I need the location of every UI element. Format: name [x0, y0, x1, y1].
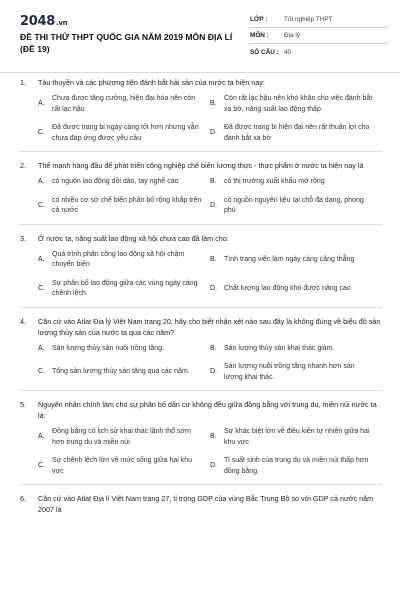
option-d[interactable] — [210, 279, 382, 300]
options-grid — [38, 250, 382, 271]
option-text: Sự khác biệt lớn về điều kiện tự nhiên giữa hai khu vực — [224, 428, 370, 446]
option-text: Chất lượng lao động khó được nâng cao — [224, 284, 351, 292]
option-b[interactable] — [210, 177, 382, 188]
options-grid — [38, 344, 382, 355]
option-c[interactable] — [38, 456, 210, 477]
meta-label: MÔN : — [250, 32, 269, 39]
option-letter: B. — [210, 433, 217, 441]
option-letter: D. — [210, 462, 217, 470]
option-letter: B. — [210, 100, 217, 108]
exam-meta — [250, 12, 388, 60]
header-divider — [0, 72, 400, 73]
question-stem — [20, 77, 382, 88]
meta-row-class — [250, 12, 388, 28]
option-letter: D. — [210, 284, 217, 292]
option-a[interactable] — [38, 177, 210, 188]
meta-value: Địa lý — [284, 32, 300, 39]
question-stem — [20, 160, 382, 171]
option-b[interactable] — [210, 250, 382, 271]
options-grid — [38, 177, 382, 188]
options-grid — [38, 94, 382, 115]
option-text: có nguồn lao động dồi dào, tay nghề cao — [52, 178, 179, 185]
option-c[interactable] — [38, 123, 210, 144]
question-stem — [20, 233, 382, 244]
question-number: 2. — [20, 161, 26, 170]
question-stem — [20, 399, 382, 421]
option-text: có nguồn nguyên liệu tại chỗ đa dạng, phong phú — [224, 196, 364, 214]
question-text: Thế mạnh hàng đầu để phát triển công nghiệp chế biến lương thực - thực phẩm ở nước ta hiện nay là — [38, 161, 364, 170]
logo-suffix: .vn — [55, 19, 68, 27]
option-a[interactable] — [38, 427, 210, 448]
option-letter: A. — [38, 255, 45, 263]
question-number: 3. — [20, 233, 26, 243]
option-c[interactable] — [38, 196, 210, 217]
option-text: Sự phân bố lao động giữa các vùng ngày càng chênh lệch — [52, 279, 198, 297]
meta-label: LỚP : — [250, 16, 268, 23]
question-divider — [20, 224, 382, 225]
meta-label: SỐ CÂU : — [250, 48, 279, 56]
option-text: Tình trạng việc làm ngày càng căng thẳng — [224, 255, 355, 263]
option-text: Sản lượng thủy sản khai thác giảm. — [224, 344, 335, 352]
option-letter: B. — [210, 255, 217, 263]
question-list — [0, 77, 400, 515]
options-grid — [38, 196, 382, 217]
option-text: Sự chênh lệch lớn về mức sống giữa hai khu vực — [52, 457, 193, 475]
option-b[interactable] — [210, 344, 382, 355]
question-2 — [0, 160, 400, 225]
question-stem — [20, 316, 382, 338]
option-text: Sản lượng nuôi trồng tăng nhanh hơn sản lượng khai thác. — [224, 363, 355, 381]
question-text: Tàu thuyền và các phương tiện đánh bắt hải sản của nước ta hiện nay: — [38, 78, 265, 87]
option-c[interactable] — [38, 362, 210, 383]
question-stem — [20, 493, 382, 515]
option-a[interactable] — [38, 344, 210, 355]
option-text: Còn rất lạc hậu nên khó khăn cho việc đánh bắt xa bờ, năng suất lao động thấp — [224, 95, 373, 113]
question-4 — [0, 316, 400, 392]
option-text: Chưa được tăng cường, hiện đại hóa nên còn rất lạc hậu — [52, 95, 196, 113]
page-header — [0, 0, 400, 72]
meta-row-count — [250, 44, 388, 60]
option-text: Đã được trang bị ngày càng tốt hơn nhưng vẫn chưa đáp ứng được yêu cầu — [52, 124, 199, 142]
option-d[interactable] — [210, 123, 382, 144]
options-grid — [38, 456, 382, 477]
option-text: có thị trường xuất khẩu mở rộng — [224, 178, 325, 185]
question-text: Căn cứ vào Atlat Địa lí Việt Nam trang 27, tỉ trọng GDP của vùng Bắc Trung Bộ so với GDP cả nước năm 2007 là — [38, 494, 374, 514]
question-divider — [20, 151, 382, 152]
options-grid — [38, 362, 382, 383]
option-letter: A. — [38, 100, 45, 108]
option-b[interactable] — [210, 94, 382, 115]
option-d[interactable] — [210, 456, 382, 477]
meta-value: Tốt nghiệp THPT — [284, 16, 333, 23]
question-5 — [0, 399, 400, 485]
option-letter: C. — [38, 462, 45, 470]
options-grid — [38, 427, 382, 448]
option-d[interactable] — [210, 196, 382, 217]
option-text: Tổng sản lượng thủy sản tăng qua các năm. — [52, 368, 190, 376]
option-letter: C. — [38, 129, 45, 137]
option-text: Sản lượng thủy sản nuôi trồng tăng. — [52, 344, 165, 352]
question-6 — [0, 493, 400, 515]
question-text: Nguyên nhân chính làm cho sự phân bố dân cư không đều giữa đồng bằng với trung du, miền núi nước ta là: — [38, 400, 377, 420]
question-number: 5. — [20, 400, 26, 409]
option-letter: A. — [38, 433, 45, 441]
question-1 — [0, 77, 400, 152]
option-b[interactable] — [210, 427, 382, 448]
option-letter: C. — [38, 368, 45, 376]
option-letter: D. — [210, 368, 217, 376]
option-d[interactable] — [210, 362, 382, 383]
logo-text: 2048 — [20, 14, 55, 29]
option-letter: C. — [38, 201, 45, 209]
question-divider — [20, 484, 382, 485]
option-letter: D. — [210, 129, 217, 137]
option-a[interactable] — [38, 250, 210, 271]
option-text: Quá trình phân công lao động xã hội chậm chuyển biến — [52, 250, 185, 268]
option-c[interactable] — [38, 279, 210, 300]
site-logo[interactable] — [20, 14, 67, 29]
question-divider — [20, 307, 382, 308]
option-letter: C. — [38, 284, 45, 292]
option-letter: A. — [38, 344, 45, 352]
option-letter: B. — [210, 178, 217, 185]
question-text: Căn cứ vào Atlat Địa lý Việt Nam trang 20, hãy cho biết nhận xét nào sau đây là không đúng về biểu đồ sản lượng thủy sản của nước ta qua các năm? — [38, 316, 381, 337]
option-a[interactable] — [38, 94, 210, 115]
question-divider — [20, 390, 382, 391]
option-text: Đã được trang bị hiện đại nên rất thuận lợi cho đánh bắt xa bờ — [224, 124, 370, 142]
option-letter: D. — [210, 201, 217, 209]
exam-title: ĐỀ THI THỬ THPT QUỐC GIA NĂM 2019 MÔN ĐỊA LÍ (ĐỀ 19) — [20, 32, 233, 54]
question-number: 6. — [20, 494, 26, 503]
option-letter: A. — [38, 178, 45, 185]
option-text: Tỉ suất sinh của trung du và miền núi thấp hơn đồng bằng — [224, 457, 369, 475]
question-text: Ở nước ta, năng suất lao động xã hội chưa cao đã làm cho: — [38, 233, 229, 243]
option-text: Đồng bằng có lịch sử khai thác lãnh thổ sớm hơn trung du và miền núi — [52, 428, 191, 446]
options-grid — [38, 279, 382, 300]
meta-value: 40 — [284, 48, 292, 56]
option-letter: B. — [210, 344, 217, 352]
meta-row-subject — [250, 28, 388, 44]
question-number: 4. — [20, 316, 26, 326]
question-number: 1. — [20, 78, 26, 87]
option-text: có nhiều cơ sở chế biến phân bố rộng khắp trên cả nước — [52, 196, 202, 214]
question-3 — [0, 233, 400, 308]
options-grid — [38, 123, 382, 144]
